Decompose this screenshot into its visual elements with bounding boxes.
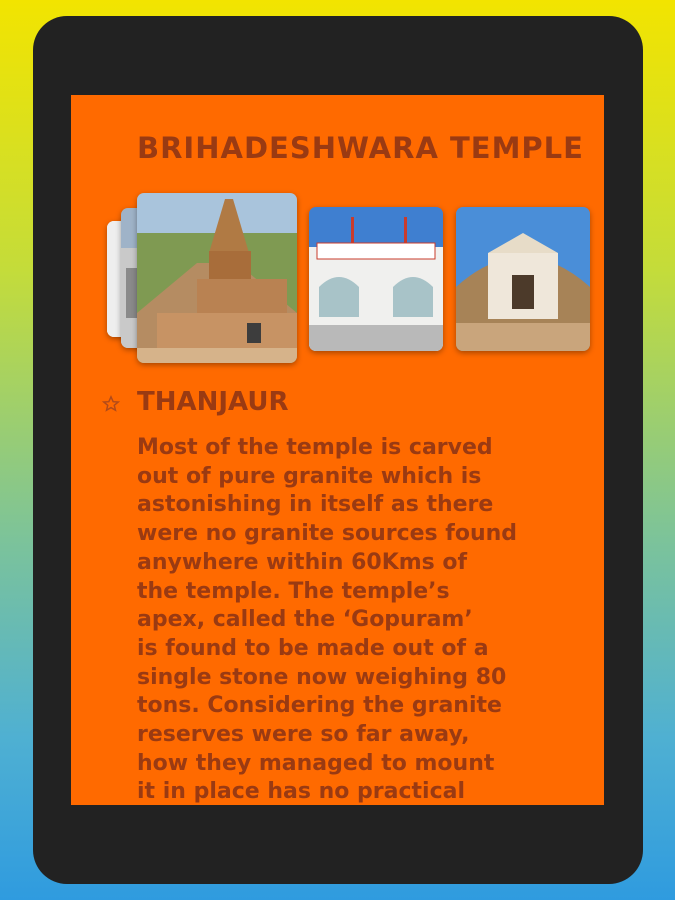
article-body: Most of the temple is carved out of pure granite which is astonishing in itself as there were no granite sources found anywhere within 60Kms of the temple. The temple’s apex, called the ‘Gopuram’ is found to be made out of a single stone now weighing 80 tons. Considering the granite reserves were so far away, how they managed to mount it in place has no practical: [137, 435, 518, 805]
section-subtitle: THANJAUR: [137, 387, 289, 417]
page-title: BRIHADESHWARA TEMPLE: [137, 131, 584, 165]
app-screen: [71, 95, 604, 805]
temple-shrine-photo-icon: [456, 207, 590, 351]
gallery-image-temple-gate[interactable]: [309, 207, 443, 351]
temple-tower-photo-icon: [137, 193, 297, 363]
star-icon: [102, 395, 120, 413]
gallery-image-temple-tower[interactable]: [137, 193, 297, 363]
temple-gate-photo-icon: [309, 207, 443, 351]
gallery-image-temple-shrine[interactable]: [456, 207, 590, 351]
